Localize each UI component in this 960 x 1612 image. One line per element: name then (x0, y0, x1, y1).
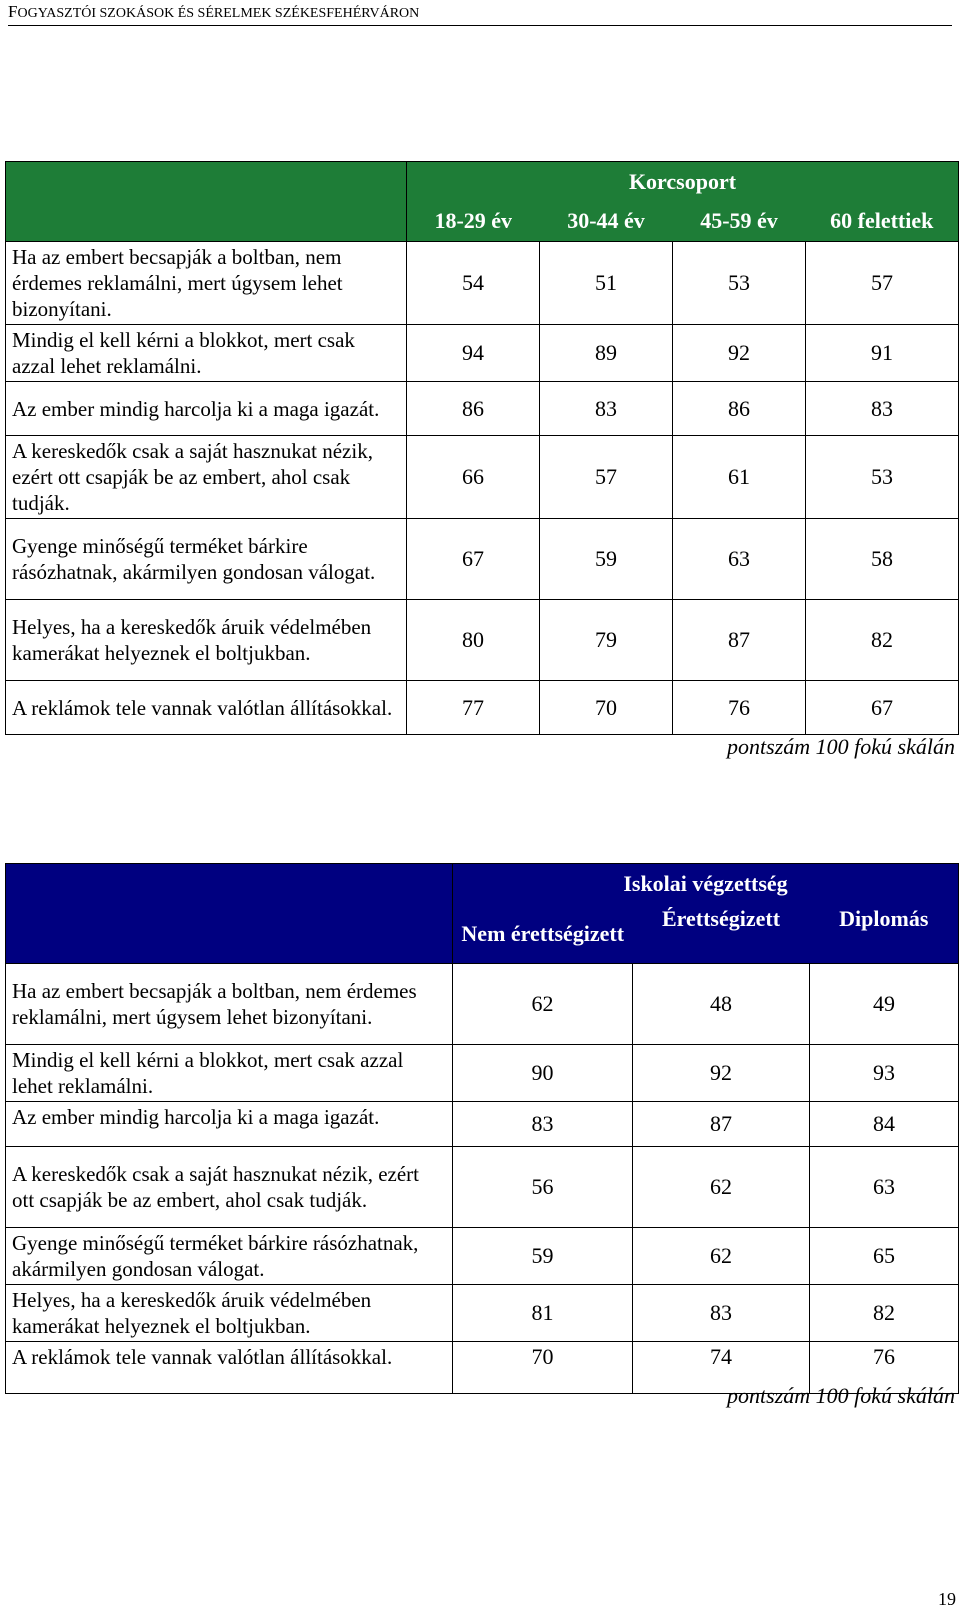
table-row (6, 1228, 959, 1285)
running-header-initial: F (8, 2, 18, 21)
table-row (6, 242, 959, 325)
cell-value: 86 (407, 382, 540, 436)
column-header: 60 felettiek (806, 202, 959, 242)
cell-value: 53 (673, 242, 806, 325)
scale-note: pontszám 100 fokú skálán (727, 734, 955, 759)
row-label: Gyenge minőségű terméket bárkire rásózhatnak, akármilyen gondosan válogat. (6, 1228, 453, 1285)
cell-value: 80 (407, 600, 540, 681)
cell-value: 63 (810, 1147, 959, 1228)
table-row (6, 519, 959, 600)
table-row (6, 1285, 959, 1342)
column-header: Érettségizett (633, 904, 810, 964)
cell-value: 83 (806, 382, 959, 436)
cell-value: 76 (673, 681, 806, 735)
cell-value: 90 (453, 1045, 633, 1102)
cell-value: 83 (633, 1285, 810, 1342)
cell-value: 59 (540, 519, 673, 600)
cell-value: 92 (673, 325, 806, 382)
row-label: A reklámok tele vannak valótlan állításokkal. (6, 681, 407, 735)
table-row (6, 436, 959, 519)
row-label: A kereskedők csak a saját hasznukat nézik, ezért ott csapják be az embert, ahol csak tudják. (6, 1147, 453, 1228)
column-header: 30-44 év (540, 202, 673, 242)
row-label: Mindig el kell kérni a blokkot, mert csak azzal lehet reklamálni. (6, 325, 407, 382)
cell-value: 76 (810, 1342, 959, 1394)
table-row (6, 325, 959, 382)
cell-value: 66 (407, 436, 540, 519)
scale-note: pontszám 100 fokú skálán (727, 1383, 955, 1408)
cell-value: 48 (633, 964, 810, 1045)
cell-value: 83 (453, 1102, 633, 1147)
cell-value: 83 (540, 382, 673, 436)
group-header: Korcsoport (407, 162, 959, 202)
table-row (6, 1147, 959, 1228)
table-header-row (6, 864, 959, 904)
running-header-text: OGYASZTÓI SZOKÁSOK ÉS SÉRELMEK SZÉKESFEHÉRVÁRON (17, 6, 420, 21)
cell-value: 57 (540, 436, 673, 519)
cell-value: 56 (453, 1147, 633, 1228)
table-row (6, 1102, 959, 1147)
cell-value: 54 (407, 242, 540, 325)
cell-value: 84 (810, 1102, 959, 1147)
cell-value: 93 (810, 1045, 959, 1102)
table-header-row (6, 162, 959, 202)
column-header: Nem érettségizett (453, 904, 633, 964)
cell-value: 61 (673, 436, 806, 519)
cell-value: 77 (407, 681, 540, 735)
cell-value: 67 (407, 519, 540, 600)
cell-value: 70 (540, 681, 673, 735)
page-number: 19 (938, 1589, 956, 1609)
header-corner (6, 162, 407, 242)
cell-value: 82 (810, 1285, 959, 1342)
cell-value: 94 (407, 325, 540, 382)
cell-value: 63 (673, 519, 806, 600)
cell-value: 53 (806, 436, 959, 519)
cell-value: 82 (806, 600, 959, 681)
column-header: 45-59 év (673, 202, 806, 242)
cell-value: 67 (806, 681, 959, 735)
table-row (6, 382, 959, 436)
cell-value: 87 (673, 600, 806, 681)
row-label: Helyes, ha a kereskedők áruik védelmében kamerákat helyeznek el boltjukban. (6, 1285, 453, 1342)
cell-value: 74 (633, 1342, 810, 1394)
running-header (8, 0, 952, 26)
cell-value: 49 (810, 964, 959, 1045)
cell-value: 65 (810, 1228, 959, 1285)
cell-value: 92 (633, 1045, 810, 1102)
row-label: Ha az embert becsapják a boltban, nem érdemes reklamálni, mert úgysem lehet bizonyítani. (6, 242, 407, 325)
cell-value: 57 (806, 242, 959, 325)
cell-value: 62 (633, 1228, 810, 1285)
cell-value: 62 (633, 1147, 810, 1228)
row-label: Az ember mindig harcolja ki a maga igazát. (6, 382, 407, 436)
column-header: Diplomás (810, 904, 959, 964)
education-table (5, 863, 959, 1394)
group-header: Iskolai végzettség (453, 864, 959, 904)
cell-value: 70 (453, 1342, 633, 1394)
header-corner (6, 864, 453, 964)
cell-value: 89 (540, 325, 673, 382)
cell-value: 91 (806, 325, 959, 382)
table-row (6, 964, 959, 1045)
table-row (6, 600, 959, 681)
row-label: Gyenge minőségű terméket bárkire rásózhatnak, akármilyen gondosan válogat. (6, 519, 407, 600)
table-row (6, 1045, 959, 1102)
cell-value: 62 (453, 964, 633, 1045)
row-label: A reklámok tele vannak valótlan állításokkal. (6, 1342, 453, 1394)
row-label: Mindig el kell kérni a blokkot, mert csak azzal lehet reklamálni. (6, 1045, 453, 1102)
column-header: 18-29 év (407, 202, 540, 242)
row-label: Az ember mindig harcolja ki a maga igazát. (6, 1102, 453, 1147)
row-label: Helyes, ha a kereskedők áruik védelmében kamerákat helyeznek el boltjukban. (6, 600, 407, 681)
row-label: A kereskedők csak a saját hasznukat nézik, ezért ott csapják be az embert, ahol csak tudják. (6, 436, 407, 519)
cell-value: 86 (673, 382, 806, 436)
table-row (6, 681, 959, 735)
cell-value: 51 (540, 242, 673, 325)
age-group-table (5, 161, 959, 735)
cell-value: 81 (453, 1285, 633, 1342)
cell-value: 87 (633, 1102, 810, 1147)
row-label: Ha az embert becsapják a boltban, nem érdemes reklamálni, mert úgysem lehet bizonyítani. (6, 964, 453, 1045)
cell-value: 79 (540, 600, 673, 681)
cell-value: 58 (806, 519, 959, 600)
cell-value: 59 (453, 1228, 633, 1285)
